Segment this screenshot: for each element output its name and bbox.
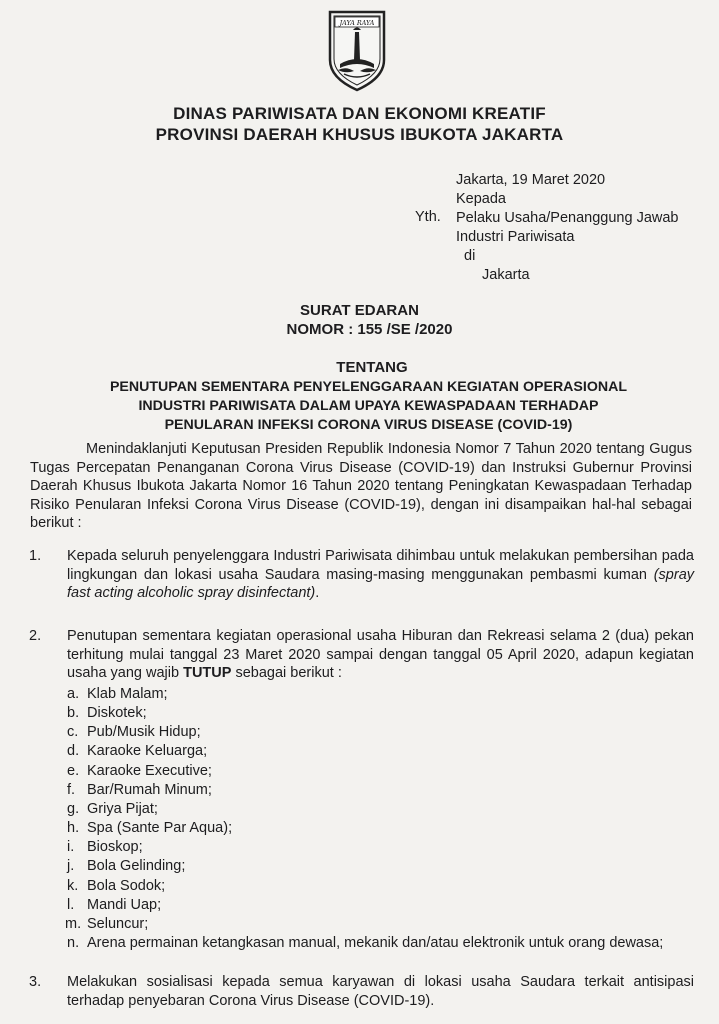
sublist-text: Diskotek;	[87, 704, 147, 721]
sublist-item	[67, 685, 694, 704]
sublist-text: Karaoke Keluarga;	[87, 743, 208, 760]
subject-line: INDUSTRI PARIWISATA DALAM UPAYA KEWASPADAAN TERHADAP	[138, 398, 599, 414]
circular-title: SURAT EDARAN	[300, 302, 419, 319]
sublist-item	[67, 819, 694, 838]
sublist-letter: e.	[67, 762, 80, 779]
sublist-letter: n.	[67, 935, 80, 952]
item-end: sebagai berikut :	[235, 665, 342, 682]
subject-line: PENUTUPAN SEMENTARA PENYELENGGARAAN KEGIATAN OPERASIONAL	[109, 379, 628, 395]
sublist-text: Pub/Musik Hidup;	[87, 724, 201, 741]
recipient-city: Jakarta	[482, 267, 530, 283]
sublist-text: Karaoke Executive;	[87, 762, 212, 779]
recipient-di: di	[464, 248, 476, 264]
sublist-text: Mandi Uap;	[87, 896, 162, 913]
recipient-line2: Industri Pariwisata	[456, 229, 575, 245]
svg-text:JAYA RAYA: JAYA RAYA	[339, 19, 375, 27]
list-item	[29, 973, 694, 1010]
sublist-item	[67, 781, 694, 800]
date-and-recipient	[456, 171, 679, 285]
sublist-item	[67, 934, 694, 953]
sublist-text: Bar/Rumah Minum;	[87, 781, 212, 798]
sublist-item	[67, 704, 694, 723]
circular-subject	[18, 378, 719, 435]
sublist-item	[67, 838, 694, 857]
sublist-text: Bola Gelinding;	[87, 858, 186, 875]
jakarta-seal-logo	[326, 8, 388, 92]
sublist-text: Spa (Sante Par Aqua);	[87, 820, 233, 837]
agency-name-line2: PROVINSI DAERAH KHUSUS IBUKOTA JAKARTA	[155, 125, 564, 144]
sublist-letter: j.	[67, 858, 75, 875]
item-text: Kepada seluruh penyelenggara Industri Pariwisata dihimbau untuk melakukan pembersihan pada lingkungan dan lokasi usaha Saudara masing-masing menggunakan pembasmi kuman	[67, 548, 694, 583]
item-italic-text: (spray fast acting alcoholic spray disinfectant)	[67, 566, 695, 602]
agency-name-line1: DINAS PARIWISATA DAN EKONOMI KREATIF	[173, 104, 546, 123]
item-text: Melakukan sosialisasi kepada semua karyawan di lokasi usaha Saudara terkait antisipasi terhadap penyebaran Corona Virus Disease (COVID-19).	[67, 974, 694, 1009]
sublist-letter: d.	[67, 743, 80, 760]
sublist-text: Klab Malam;	[87, 685, 168, 702]
sublist-letter: h.	[67, 820, 80, 837]
sublist-text: Bioskop;	[87, 839, 143, 856]
intro-text: Menindaklanjuti Keputusan Presiden Republik Indonesia Nomor 7 Tahun 2020 tentang Gugus Tugas Percepatan Penanganan Corona Virus Disease (COVID-19) dan Instruksi Gubernur Provinsi Daerah Khusus Ibukota Jakarta Nomor 16 Tahun 2020 tentang Peningkatan Kewaspadaan Terhadap Risiko Penularan Infeksi Corona Virus Disease (COVID-19), dengan ini disampaikan hal-hal sebagai berikut :	[30, 441, 692, 532]
item-text: Penutupan sementara kegiatan operasional usaha Hiburan dan Rekreasi selama 2 (dua) pekan terhitung mulai tanggal 23 Maret 2020 sampai dengan tanggal 05 April 2020, adapun kegiatan usaha yang wajib	[67, 628, 694, 682]
sublist-item	[67, 800, 694, 819]
intro-paragraph	[30, 440, 692, 533]
list-item	[29, 627, 694, 953]
sublist-text: Griya Pijat;	[87, 800, 158, 817]
sublist-text: Seluncur;	[87, 916, 149, 933]
subject-line: PENULARAN INFEKSI CORONA VIRUS DISEASE (COVID-19)	[164, 417, 573, 433]
sublist-item	[67, 742, 694, 761]
venue-sublist	[67, 685, 694, 953]
sublist-item	[67, 896, 694, 915]
sublist-letter: b.	[67, 704, 80, 721]
sublist-item	[67, 762, 694, 781]
item-number: 3.	[29, 974, 42, 990]
sublist-letter: l.	[67, 896, 75, 913]
sublist-letter: c.	[67, 724, 79, 741]
list-item	[29, 547, 694, 603]
sublist-letter: f.	[67, 781, 76, 798]
kepada-label: Kepada	[456, 191, 506, 207]
sublist-text: Arena permainan ketangkasan manual, mekanik dan/atau elektronik untuk orang dewasa;	[87, 935, 664, 952]
sublist-letter: m.	[65, 916, 82, 933]
sublist-letter: a.	[67, 685, 80, 702]
sublist-letter: g.	[67, 800, 80, 817]
tentang-heading: TENTANG	[336, 359, 408, 376]
sublist-letter: i.	[67, 839, 75, 856]
recipient-line1: Pelaku Usaha/Penanggung Jawab	[456, 210, 679, 226]
item-number: 2.	[29, 628, 42, 644]
item-number: 1.	[29, 548, 42, 564]
circular-number: NOMOR : 155 /SE /2020	[286, 321, 453, 338]
sublist-text: Bola Sodok;	[87, 877, 166, 894]
item-end: .	[315, 585, 320, 602]
sublist-item	[67, 877, 694, 896]
sublist-item	[67, 857, 694, 876]
item-bold-text: TUTUP	[183, 665, 232, 682]
sublist-item	[67, 915, 694, 934]
date-line: Jakarta, 19 Maret 2020	[456, 172, 606, 188]
sublist-item	[67, 723, 694, 742]
sublist-letter: k.	[67, 877, 79, 894]
yth-label: Yth.	[415, 209, 441, 225]
